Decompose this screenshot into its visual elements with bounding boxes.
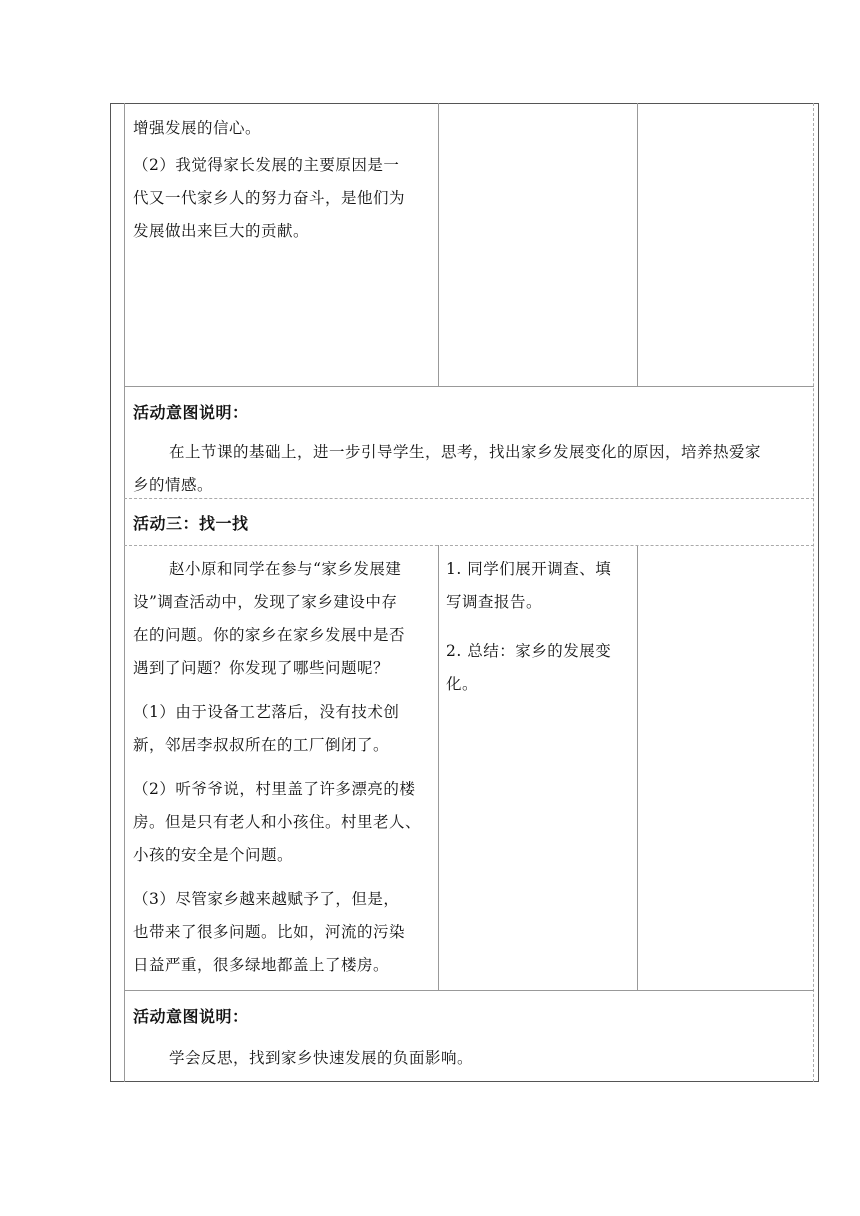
activity3-line: （3）尽管家乡越来越赋予了，但是， [133,890,400,908]
activity3-line: 小孩的安全是个问题。 [133,846,294,864]
column-divider-1-top [438,103,439,386]
activity3-line: （2）听爷爷说，村里盖了许多漂亮的楼 [133,780,416,798]
table-right-inner-border [813,103,814,1082]
activity3-line: 日益严重，很多绿地都盖上了楼房。 [133,956,390,974]
row-divider-3 [124,545,814,546]
row1-line: 发展做出来巨大的贡献。 [133,222,310,240]
column-divider-2-bottom [637,545,638,990]
row1-line: （2）我觉得家长发展的主要原因是一 [133,156,400,174]
activity3-line: 赵小原和同学在参与“家乡发展建 [169,560,402,578]
activity3-line: 新，邻居李叔叔所在的工厂倒闭了。 [133,736,390,754]
row1-text [133,112,433,248]
table-left-inner-border [124,103,125,1082]
activity3-mid-text [446,553,634,701]
intent2-heading: 活动意图说明： [133,1007,249,1026]
row-divider-1 [124,386,814,387]
activity3-line: 设”调查活动中，发现了家乡建设中存 [133,593,398,611]
row1-line: 增强发展的信心。 [133,119,262,137]
activity3-line: 也带来了很多问题。比如，河流的污染 [133,923,406,941]
intent1-text [133,436,813,502]
intent1-heading: 活动意图说明： [133,403,249,422]
activity3-left-text [133,553,437,982]
intent1-line: 乡的情感。 [133,476,214,494]
activity3-line: 遇到了问题？你发现了哪些问题呢？ [133,659,390,677]
activity3-heading: 活动三：找一找 [133,514,249,533]
activity3-mid-line: 化。 [446,675,479,693]
column-divider-1-bottom [438,545,439,990]
activity3-line: 在的问题。你的家乡在家乡发展中是否 [133,626,406,644]
row1-line: 代又一代家乡人的努力奋斗，是他们为 [133,189,406,207]
activity3-line: 房。但是只有老人和小孩住。村里老人、 [133,813,422,831]
row-divider-4 [124,990,814,991]
intent1-line: 在上节课的基础上，进一步引导学生，思考，找出家乡发展变化的原因，培养热爱家 [169,443,762,461]
activity3-mid-line: 写调查报告。 [446,593,543,611]
intent2-text: 学会反思，找到家乡快速发展的负面影响。 [169,1049,474,1067]
activity3-mid-line: 1. 同学们展开调查、填 [446,560,612,578]
activity3-line: （1）由于设备工艺落后，没有技术创 [133,703,400,721]
activity3-mid-line: 2. 总结：家乡的发展变 [446,642,612,660]
column-divider-2-top [637,103,638,386]
